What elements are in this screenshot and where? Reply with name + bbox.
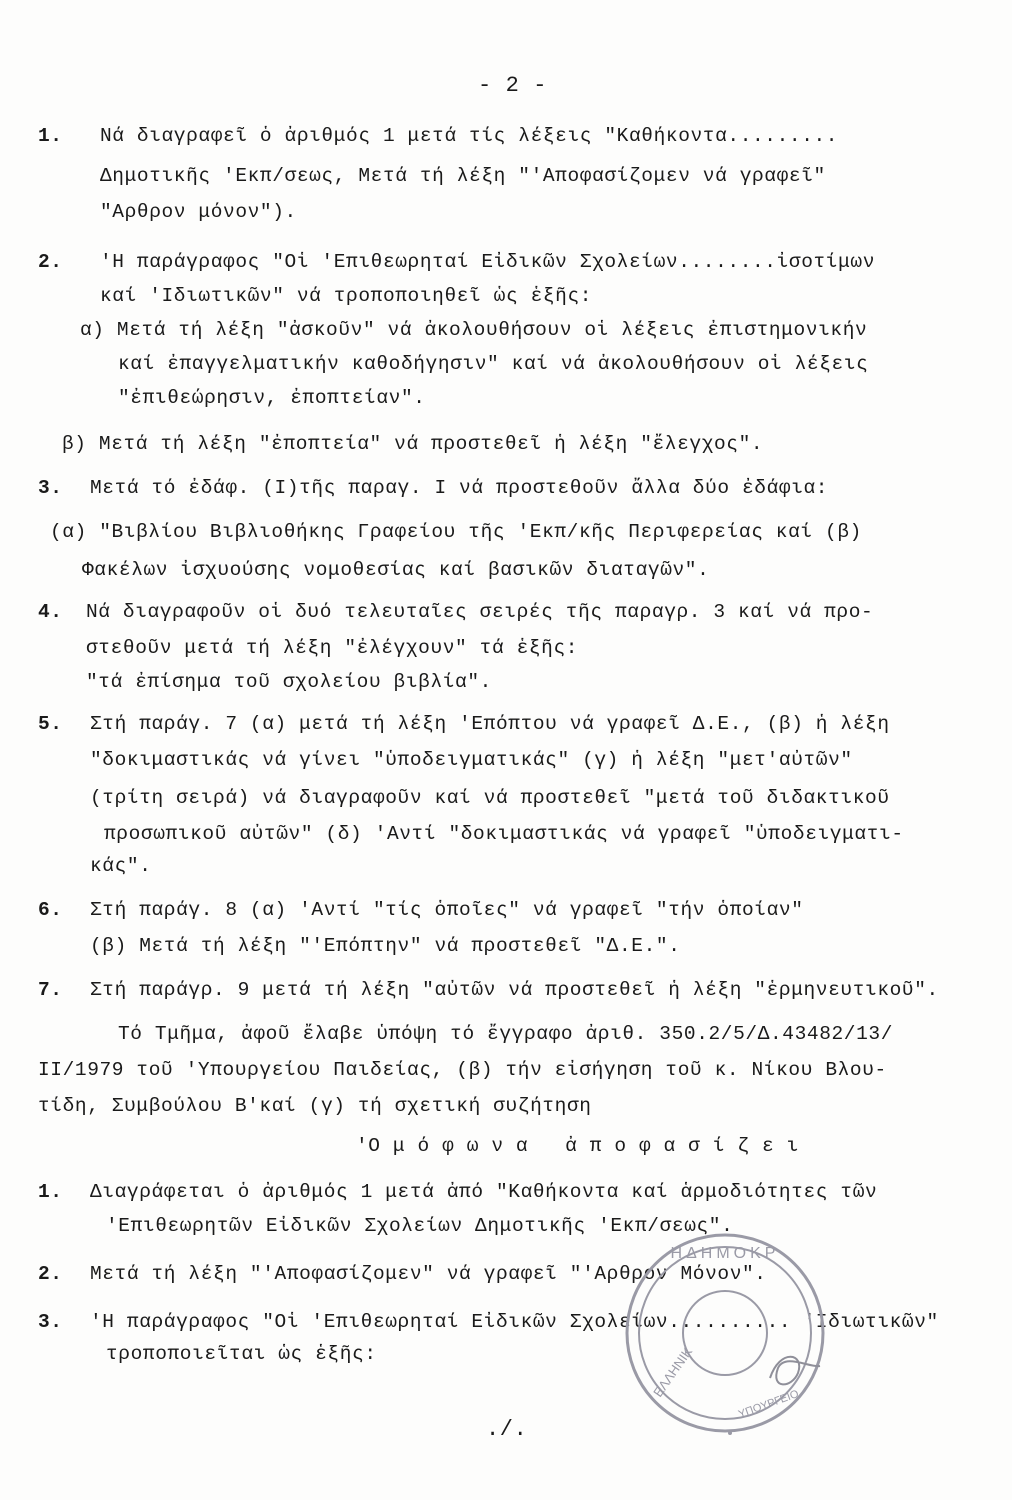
proposal-3-line-1: Μετά τό ἐδάφ. (Ι)τῆς παραγ. Ι νά προστεθοῦν ἄλλα δύο ἐδάφια: [90,477,829,499]
proposal-2-number: 2. [38,251,63,273]
proposal-2-line-5: "ἐπιθεώρησιν, ἐποπτείαν". [118,387,426,409]
proposal-4-line-1: Νά διαγραφοῦν οἱ δυό τελευταῖες σειρές τῆς παραγρ. 3 καί νά προ- [86,601,874,623]
proposal-5-line-2: "δοκιμαστικάς νά γίνει "ὑποδειγματικάς" (γ) ἡ λέξη "μετ'αὐτῶν" [90,749,853,771]
proposal-4-number: 4. [38,601,63,623]
decision-3-line-1: 'Η παράγραφος "Οἱ 'Επιθεωρηταί Εἰδικῶν Σχολείων.......... 'Ιδιωτικῶν" [90,1311,939,1333]
proposal-3-line-3: Φακέλων ἰσχυούσης νομοθεσίας καί βασικῶν διαταγῶν". [82,559,710,581]
preamble-line-3: τίδη, Συμβούλου Β'καί (γ) τή σχετική συζήτηση [38,1095,592,1117]
continuation-mark: ./. [486,1417,528,1442]
stamp-text-bottom: ΥΠΟΥΡΓΕΙΟ [736,1387,801,1421]
proposal-5-line-4: προσωπικοῦ αὐτῶν" (δ) 'Αντί "δοκιμαστικάς νά γραφεῖ "ὑποδειγματι- [104,823,904,845]
official-stamp-seal [620,1228,830,1438]
stamp-inner-ring [683,1291,767,1375]
decision-1-line-2: 'Επιθεωρητῶν Εἰδικῶν Σχολείων Δημοτικῆς 'Εκπ/σεως". [106,1215,734,1237]
proposal-6-line-1: Στή παράγ. 8 (α) 'Αντί "τίς ὁποῖες" νά γραφεῖ "τήν ὁποίαν" [90,899,804,921]
decision-1-line-1: Διαγράφεται ὁ ἀριθμός 1 μετά ἀπό "Καθήκοντα καί ἁρμοδιότητες τῶν [90,1181,878,1203]
proposal-3-line-2: (α) "Βιβλίου Βιβλιοθήκης Γραφείου τῆς 'Εκπ/κῆς Περιφερείας καί (β) [50,521,862,543]
proposal-7-number: 7. [38,979,63,1001]
proposal-2-line-1: 'Η παράγραφος "Οἱ 'Επιθεωρηταί Εἰδικῶν Σχολείων........ἰσοτίμων [100,251,876,273]
proposal-4-line-2: στεθοῦν μετά τή λέξη "ἐλέγχουν" τά ἑξῆς: [86,637,579,659]
proposal-6-number: 6. [38,899,63,921]
proposal-1-number: 1. [38,125,63,147]
proposal-6-line-2: (β) Μετά τή λέξη "'Επόπτην" νά προστεθεῖ "Δ.Ε.". [90,935,681,957]
decision-3-line-2: τροποποιεῖται ὡς ἑξῆς: [106,1343,377,1365]
decision-heading: 'Ο μ ό φ ω ν α ἀ π ο φ α σ ί ζ ε ι [356,1135,799,1157]
proposal-2-line-3: α) Μετά τή λέξη "ἀσκοῦν" νά ἀκολουθήσουν οἱ λέξεις ἐπιστημονικήν [80,319,868,341]
proposal-5-number: 5. [38,713,63,735]
proposal-3-number: 3. [38,477,63,499]
decision-1-number: 1. [38,1181,63,1203]
proposal-2-line-6: β) Μετά τή λέξη "ἐποπτεία" νά προστεθεῖ ἡ λέξη "ἔλεγχος". [62,433,764,455]
stamp-text-top: ΗΔΗΜΟΚΡ [670,1245,780,1262]
proposal-7-line-1: Στή παράγρ. 9 μετά τή λέξη "αὐτῶν νά προστεθεῖ ἡ λέξη "ἑρμηνευτικοῦ". [90,979,939,1001]
stamp-text-left: ΕΛΛΗΝΙΚ [650,1344,696,1400]
page-number: - 2 - [478,73,548,98]
proposal-1-line-3: "Αρθρον μόνον"). [100,201,297,223]
proposal-5-line-1: Στή παράγ. 7 (α) μετά τή λέξη 'Επόπτου νά γραφεῖ Δ.Ε., (β) ἡ λέξη [90,713,890,735]
decision-2-line-1: Μετά τή λέξη "'Αποφασίζομεν" νά γραφεῖ "'Αρθρον Μόνον". [90,1263,767,1285]
proposal-2-line-2: καί 'Ιδιωτικῶν" νά τροποποιηθεῖ ὡς ἑξῆς: [100,285,593,307]
preamble-line-1: Τό Τμῆμα, ἀφοῦ ἔλαβε ὑπόψη τό ἔγγραφο ἀριθ. 350.2/5/Δ.43482/13/ [118,1023,894,1045]
proposal-2-line-4: καί ἐπαγγελματικήν καθοδήγησιν" καί νά ἀκολουθήσουν οἱ λέξεις [118,353,869,375]
proposal-5-line-5: κάς". [90,855,152,877]
decision-2-number: 2. [38,1263,63,1285]
proposal-4-line-3: "τά ἐπίσημα τοῦ σχολείου βιβλία". [86,671,492,693]
proposal-1-line-2: Δημοτικῆς 'Εκπ/σεως, Μετά τή λέξη "'Αποφασίζομεν νά γραφεῖ" [100,165,826,187]
preamble-line-2: ΙΙ/1979 τοῦ 'Υπουργείου Παιδείας, (β) τήν εἰσήγηση τοῦ κ. Νίκου Βλου- [38,1059,887,1081]
decision-3-number: 3. [38,1311,63,1333]
proposal-1-line-1: Νά διαγραφεῖ ὁ ἀριθμός 1 μετά τίς λέξεις "Καθήκοντα......... [100,125,839,147]
proposal-5-line-3: (τρίτη σειρά) νά διαγραφοῦν καί νά προστεθεῖ "μετά τοῦ διδακτικοῦ [90,787,890,809]
stamp-star [728,1431,732,1435]
